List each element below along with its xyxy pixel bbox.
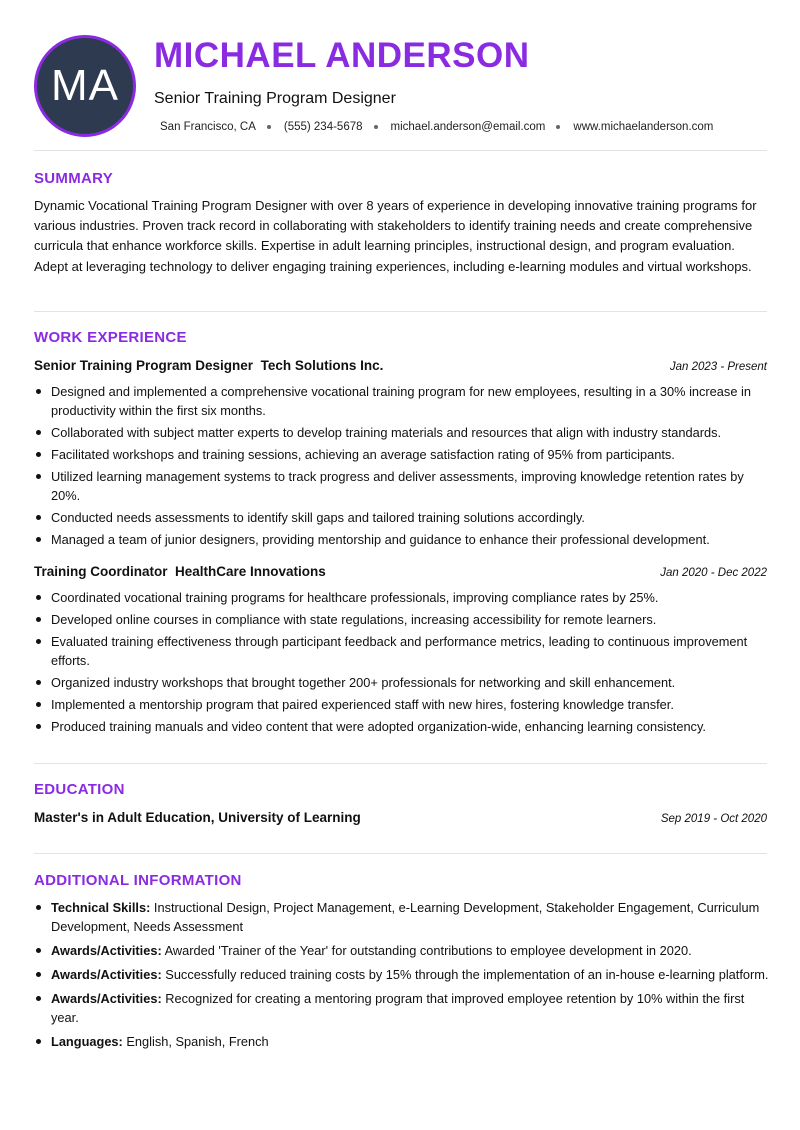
item-label: Languages: (51, 1034, 123, 1049)
item-label: Awards/Activities: (51, 991, 162, 1006)
additional-heading: ADDITIONAL INFORMATION (34, 872, 242, 889)
list-item (34, 1032, 770, 1051)
item-text: Awarded 'Trainer of the Year' for outstanding contributions to employee development in 2020. (164, 943, 692, 958)
list-item: Coordinated vocational training programs for healthcare professionals, improving compliance rates by 25%. (34, 588, 770, 607)
summary-heading: SUMMARY (34, 170, 114, 187)
list-item: Designed and implemented a comprehensive vocational training program for new employees, resulting in a 30% increase in productivity within the first six months. (34, 382, 770, 420)
job-role: Senior Training Program Designer (34, 358, 254, 373)
list-item (34, 941, 770, 960)
list-item: Conducted needs assessments to identify skill gaps and tailored training solutions accordingly. (34, 508, 770, 527)
divider (34, 763, 767, 764)
list-item: Organized industry workshops that brought together 200+ professionals for networking and skill enhancement. (34, 673, 770, 692)
separator-dot (556, 125, 560, 129)
job-header (34, 564, 767, 579)
list-item: Managed a team of junior designers, providing mentorship and guidance to enhance their professional development. (34, 530, 770, 549)
separator-dot (267, 125, 271, 129)
divider (34, 150, 767, 151)
education-degree: Master's in Adult Education, University of Learning (34, 810, 361, 825)
list-item: Implemented a mentorship program that paired experienced staff with new hires, fostering knowledge transfer. (34, 695, 770, 714)
item-label: Awards/Activities: (51, 967, 162, 982)
job-dates: Jan 2020 - Dec 2022 (660, 567, 767, 579)
separator-dot (374, 125, 378, 129)
job-dates: Jan 2023 - Present (669, 361, 767, 373)
list-item: Evaluated training effectiveness through participant feedback and performance metrics, leading to continuous improvement efforts. (34, 632, 770, 670)
list-item (34, 898, 770, 936)
job-company: HealthCare Innovations (175, 564, 326, 579)
list-item: Produced training manuals and video content that were adopted organization-wide, enhancing learning consistency. (34, 717, 770, 736)
education-heading: EDUCATION (34, 781, 125, 798)
item-label: Technical Skills: (51, 900, 151, 915)
item-text: Instructional Design, Project Management, e-Learning Development, Stakeholder Engagement, Curriculum Development, Needs Assessment (51, 900, 760, 934)
item-text: English, Spanish, French (126, 1034, 269, 1049)
item-label: Awards/Activities: (51, 943, 162, 958)
contact-email[interactable]: michael.anderson@email.com (390, 121, 546, 133)
avatar-initials: MA (51, 61, 119, 110)
list-item: Facilitated workshops and training sessions, achieving an average satisfaction rating of 95% from participants. (34, 445, 770, 464)
item-text: Recognized for creating a mentoring program that improved employee retention by 10% within the first year. (51, 991, 745, 1025)
education-dates: Sep 2019 - Oct 2020 (660, 813, 767, 825)
education-entry (34, 810, 767, 825)
job-role-line (34, 358, 383, 373)
job-role: Training Coordinator (34, 564, 168, 579)
experience-heading: WORK EXPERIENCE (34, 329, 187, 346)
contact-line (160, 121, 713, 133)
job-role-line (34, 564, 326, 579)
list-item: Utilized learning management systems to track progress and deliver assessments, improving knowledge retention rates by 20%. (34, 467, 770, 505)
list-item: Developed online courses in compliance with state regulations, increasing accessibility for remote learners. (34, 610, 770, 629)
candidate-name: MICHAEL ANDERSON (154, 36, 530, 75)
divider (34, 853, 767, 854)
job-bullets (34, 382, 770, 553)
list-item (34, 965, 770, 984)
list-item (34, 989, 770, 1027)
candidate-title: Senior Training Program Designer (154, 90, 396, 107)
avatar (34, 35, 136, 137)
job-header (34, 358, 767, 373)
job-bullets (34, 588, 770, 740)
divider (34, 311, 767, 312)
additional-list (34, 898, 770, 1056)
contact-location: San Francisco, CA (160, 121, 256, 133)
contact-phone: (555) 234-5678 (283, 121, 363, 133)
summary-text: Dynamic Vocational Training Program Designer with over 8 years of experience in developing innovative training programs for various industries. Proven track record in collaborating with stakeholders to identify training needs and create comprehensive curricula that enhance workforce skills. Expertise in adult learning principles, instructional design, and program evaluation. Adept at leveraging technology to deliver engaging training experiences, including e-learning modules and virtual workshops. (34, 198, 757, 274)
contact-website[interactable]: www.michaelanderson.com (573, 121, 714, 133)
job-company: Tech Solutions Inc. (260, 358, 384, 373)
list-item: Collaborated with subject matter experts to develop training materials and resources that align with industry standards. (34, 423, 770, 442)
item-text: Successfully reduced training costs by 15% through the implementation of an in-house e-learning platform. (165, 967, 769, 982)
